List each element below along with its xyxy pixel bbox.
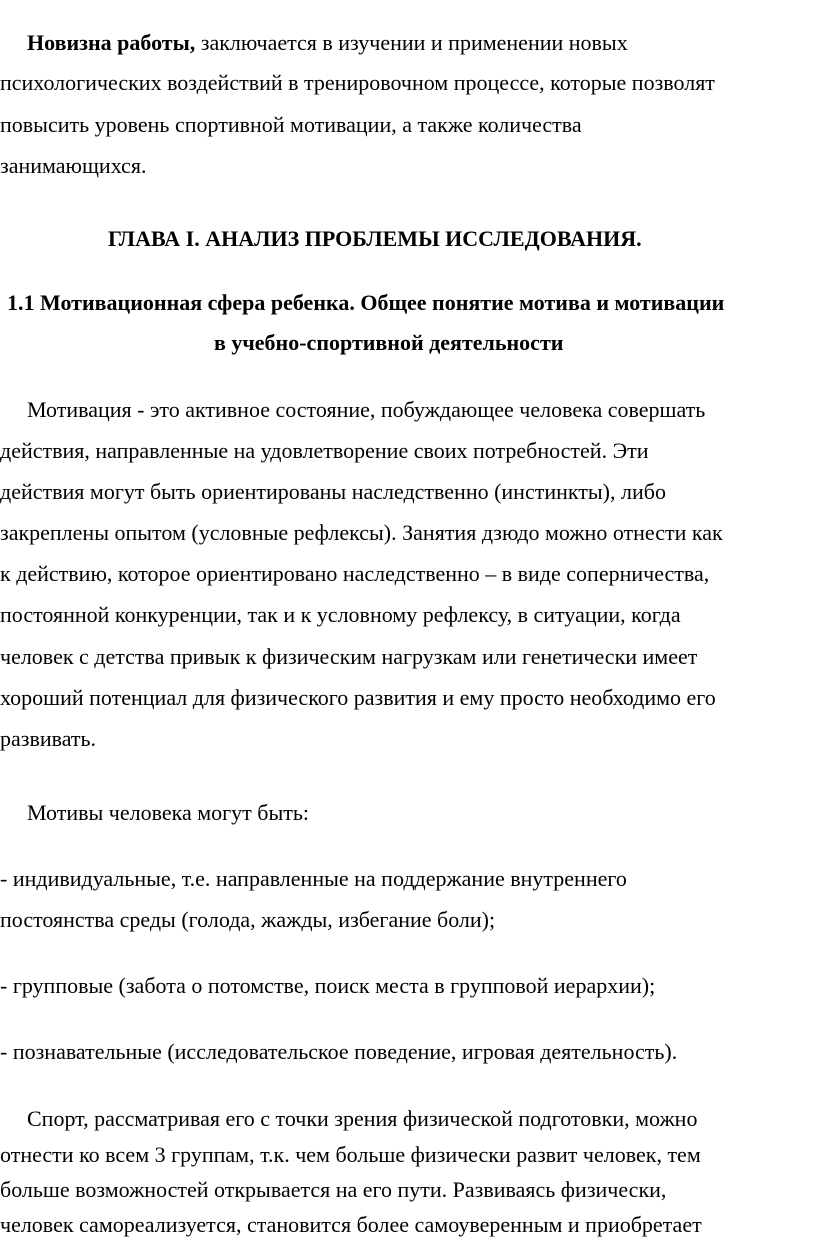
motivation-line-2: действия, направленные на удовлетворение своих потребностей. Эти [0,438,649,463]
novelty-line-2: психологических воздействий в тренировочном процессе, которые позволят [0,70,715,95]
novelty-line-3: повысить уровень спортивной мотивации, а также количества [0,112,582,137]
sport-line-2: отнести ко всем 3 группам, т.к. чем больше физически развит человек, тем [0,1142,701,1167]
novelty-line-1 [27,28,628,58]
chapter-title: ГЛАВА I. АНАЛИЗ ПРОБЛЕМЫ ИССЛЕДОВАНИЯ. [108,226,642,251]
novelty-line-4: занимающихся. [0,153,147,178]
motives-individual-line-2: постоянства среды (голода, жажды, избегание боли); [0,907,496,932]
sport-line-1: Спорт, рассматривая его с точки зрения физической подготовки, можно [27,1106,698,1131]
motivation-line-3: действия могут быть ориентированы наследственно (инстинкты), либо [0,479,666,504]
motives-group: - групповые (забота о потомстве, поиск места в групповой иерархии); [0,973,656,998]
motivation-line-9: развивать. [0,726,97,751]
motives-intro: Мотивы человека могут быть: [27,800,310,825]
novelty-line-1-rest: заключается в изучении и применении новых [195,30,628,55]
motives-individual-line-1: - индивидуальные, т.е. направленные на поддержание внутреннего [0,866,627,891]
motivation-line-5: к действию, которое ориентировано наследственно – в виде соперничества, [0,561,710,586]
motivation-line-4: закреплены опытом (условные рефлексы). Занятия дзюдо можно отнести как [0,520,723,545]
sport-line-4: человек самореализуется, становится более самоуверенным и приобретает [0,1212,702,1237]
novelty-lead: Новизна работы, [27,30,196,55]
section-title-line-1: 1.1 Мотивационная сфера ребенка. Общее понятие мотива и мотивации [7,290,725,315]
motivation-line-7: человек с детства привык к физическим нагрузкам или генетически имеет [0,644,698,669]
motivation-line-8: хороший потенциал для физического развития и ему просто необходимо его [0,685,716,710]
motivation-line-1: Мотивация - это активное состояние, побуждающее человека совершать [27,397,706,422]
motivation-line-6: постоянной конкуренции, так и к условному рефлексу, в ситуации, когда [0,602,681,627]
sport-line-3: больше возможностей открывается на его пути. Развиваясь физически, [0,1177,667,1202]
section-title-line-2: в учебно-спортивной деятельности [214,330,564,355]
motives-cognitive: - познавательные (исследовательское поведение, игровая деятельность). [0,1039,678,1064]
